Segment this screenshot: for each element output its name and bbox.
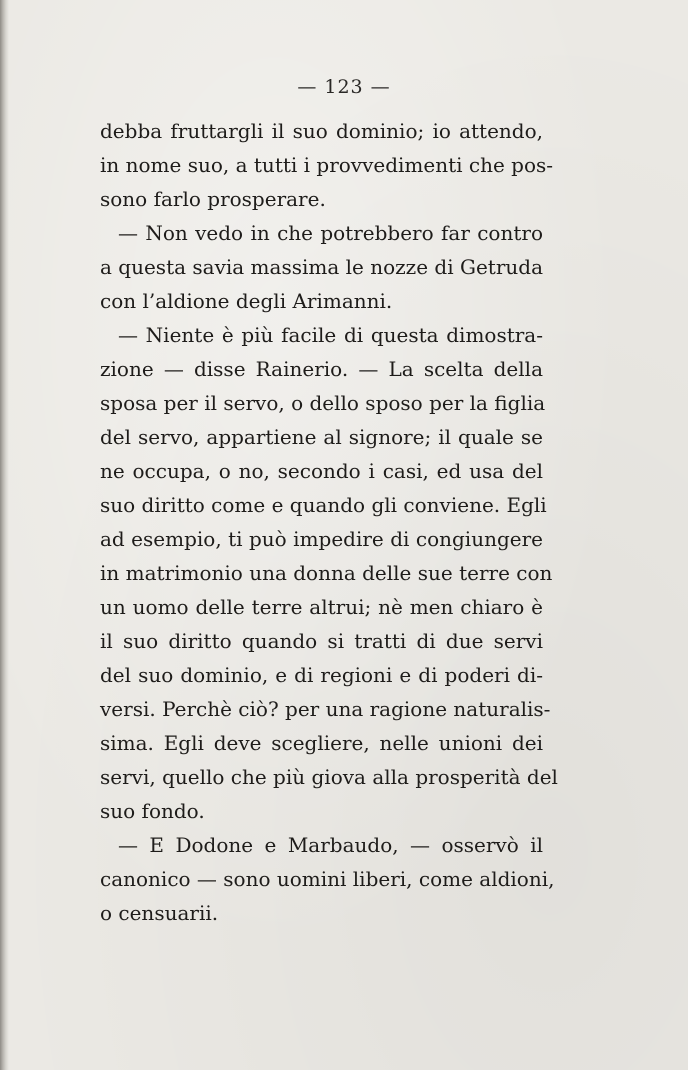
text-line: sima. Egli deve scegliere, nelle unioni dei <box>100 731 543 755</box>
text-line: zione — disse Rainerio. — La scelta della <box>100 357 543 381</box>
text-line: servi, quello che più giova alla prosperità del <box>100 765 558 789</box>
text-line: o censuarii. <box>100 901 219 925</box>
text-line: in matrimonio una donna delle sue terre con <box>100 561 553 585</box>
text-line: un uomo delle terre altrui; nè men chiaro è <box>100 595 543 619</box>
text-line: debba fruttargli il suo dominio; io attendo, <box>100 119 543 143</box>
page-body-text <box>100 114 558 930</box>
text-line: in nome suo, a tutti i provvedimenti che pos- <box>100 153 554 177</box>
text-line: — Niente è più facile di questa dimostra- <box>118 323 543 347</box>
text-line: del servo, appartiene al signore; il quale se <box>100 425 543 449</box>
page-number: — 123 — <box>297 76 391 98</box>
page-binding-edge <box>0 0 9 1070</box>
text-line: canonico — sono uomini liberi, come aldioni, <box>100 867 555 891</box>
text-line: suo diritto come e quando gli conviene. Egli <box>100 493 547 517</box>
text-line: — Non vedo in che potrebbero far contro <box>118 221 543 245</box>
text-line: con l’aldione degli Arimanni. <box>100 289 393 313</box>
text-line: sposa per il servo, o dello sposo per la figlia <box>100 391 546 415</box>
text-line: suo fondo. <box>100 799 205 823</box>
text-line: ad esempio, ti può impedire di congiungere <box>100 527 543 551</box>
text-line: versi. Perchè ciò? per una ragione naturalis- <box>100 697 551 721</box>
text-line: a questa savia massima le nozze di Getruda <box>100 255 543 279</box>
text-line: — E Dodone e Marbaudo, — osservò il <box>118 833 543 857</box>
text-line: del suo dominio, e di regioni e di poderi di- <box>100 663 543 687</box>
text-line: il suo diritto quando si tratti di due servi <box>100 629 543 653</box>
text-line: sono farlo prosperare. <box>100 187 326 211</box>
text-line: ne occupa, o no, secondo i casi, ed usa del <box>100 459 543 483</box>
